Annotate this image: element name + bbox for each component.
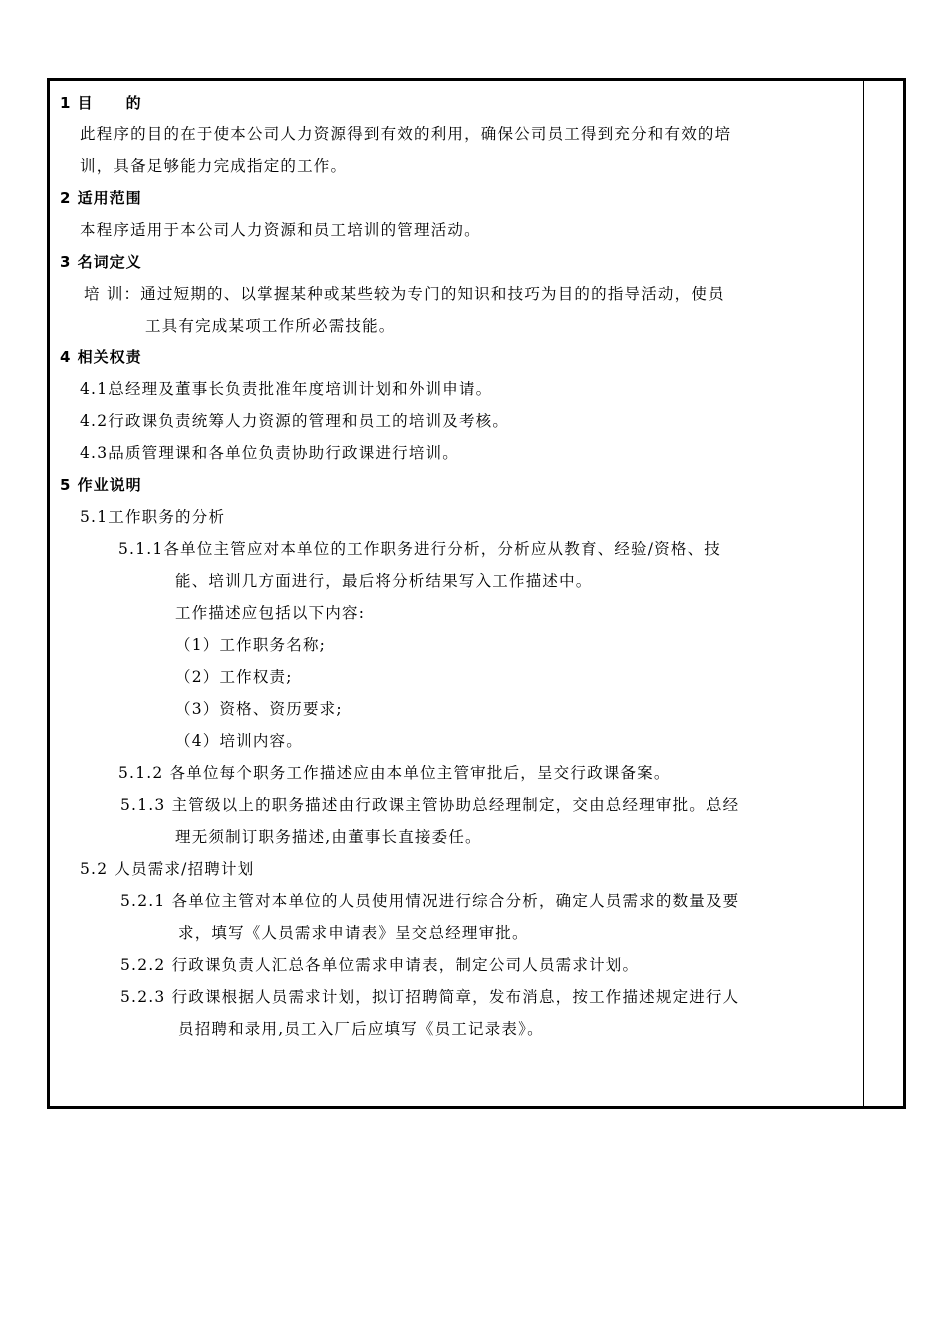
column-divider <box>863 81 864 1106</box>
section-5-1-1-list-intro: 工作描述应包括以下内容: <box>175 604 366 622</box>
section-5-2: 5.2 人员需求/招聘计划 <box>80 860 255 878</box>
section-5-1-3: 5.1.3 主管级以上的职务描述由行政课主管协助总经理制定，交由总经理审批。总经 <box>120 796 740 814</box>
list-item: （4）培训内容。 <box>175 732 303 750</box>
section-5-2-2: 5.2.2 行政课负责人汇总各单位需求申请表，制定公司人员需求计划。 <box>120 956 640 974</box>
section-2-text: 本程序适用于本公司人力资源和员工培训的管理活动。 <box>80 221 481 239</box>
list-item: （1）工作职务名称; <box>175 636 327 654</box>
section-5-1-1: 5.1.1各单位主管应对本单位的工作职务进行分析，分析应从教育、经验/资格、技 <box>118 540 721 558</box>
section-5-2-3-cont: 员招聘和录用,员工入厂后应填写《员工记录表》。 <box>178 1020 544 1038</box>
section-4-1: 4.1总经理及董事长负责批准年度培训计划和外训申请。 <box>80 380 493 398</box>
section-3-text-cont: 工具有完成某项工作所必需技能。 <box>145 317 396 335</box>
section-3-text: 培 训：通过短期的、以掌握某种或某些较为专门的知识和技巧为目的的指导活动，使员 <box>84 285 725 303</box>
section-5-1: 5.1工作职务的分析 <box>80 508 226 526</box>
section-3-title: 3 名词定义 <box>60 253 142 271</box>
section-5-1-1-cont: 能、培训几方面进行，最后将分析结果写入工作描述中。 <box>175 572 593 590</box>
list-item: （3）资格、资历要求; <box>175 700 343 718</box>
section-1-text-cont: 训，具备足够能力完成指定的工作。 <box>80 157 348 175</box>
section-5-2-1-cont: 求，填写《人员需求申请表》呈交总经理审批。 <box>178 924 529 942</box>
document-content <box>50 81 863 1106</box>
section-4-2: 4.2行政课负责统筹人力资源的管理和员工的培训及考核。 <box>80 412 510 430</box>
section-4-title: 4 相关权责 <box>60 348 142 366</box>
section-1-title: 1 目 的 <box>60 94 142 112</box>
list-item: （2）工作权责; <box>175 668 293 686</box>
section-5-2-3: 5.2.3 行政课根据人员需求计划，拟订招聘简章，发布消息，按工作描述规定进行人 <box>120 988 740 1006</box>
document-frame <box>47 78 906 1109</box>
section-5-title: 5 作业说明 <box>60 476 142 494</box>
section-2-title: 2 适用范围 <box>60 189 142 207</box>
section-4-3: 4.3品质管理课和各单位负责协助行政课进行培训。 <box>80 444 459 462</box>
section-5-1-2: 5.1.2 各单位每个职务工作描述应由本单位主管审批后，呈交行政课备案。 <box>118 764 671 782</box>
section-5-1-3-cont: 理无须制订职务描述,由董事长直接委任。 <box>175 828 482 846</box>
section-5-2-1: 5.2.1 各单位主管对本单位的人员使用情况进行综合分析，确定人员需求的数量及要 <box>120 892 740 910</box>
section-1-text: 此程序的目的在于使本公司人力资源得到有效的利用，确保公司员工得到充分和有效的培 <box>80 125 732 143</box>
